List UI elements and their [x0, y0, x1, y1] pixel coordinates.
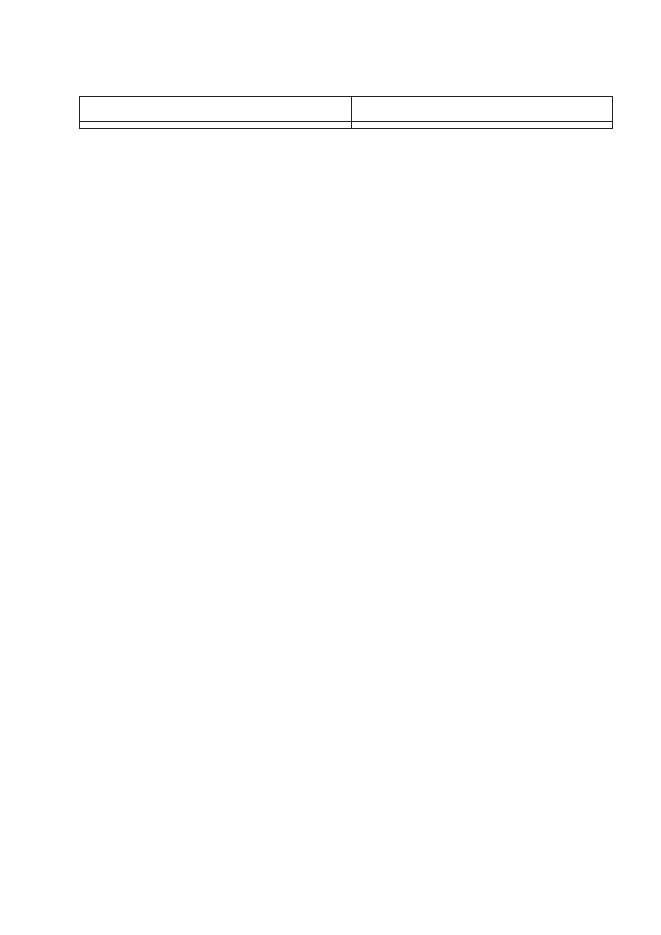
glass-thickness-cell [351, 122, 612, 129]
glass-shelf-table [79, 96, 613, 129]
shelf-length-cell [80, 122, 352, 129]
column-header-glass-thickness [351, 97, 612, 122]
table-row [80, 122, 613, 129]
document-body [79, 92, 613, 138]
table-header-row [80, 97, 613, 122]
column-header-shelf-length [80, 97, 352, 122]
